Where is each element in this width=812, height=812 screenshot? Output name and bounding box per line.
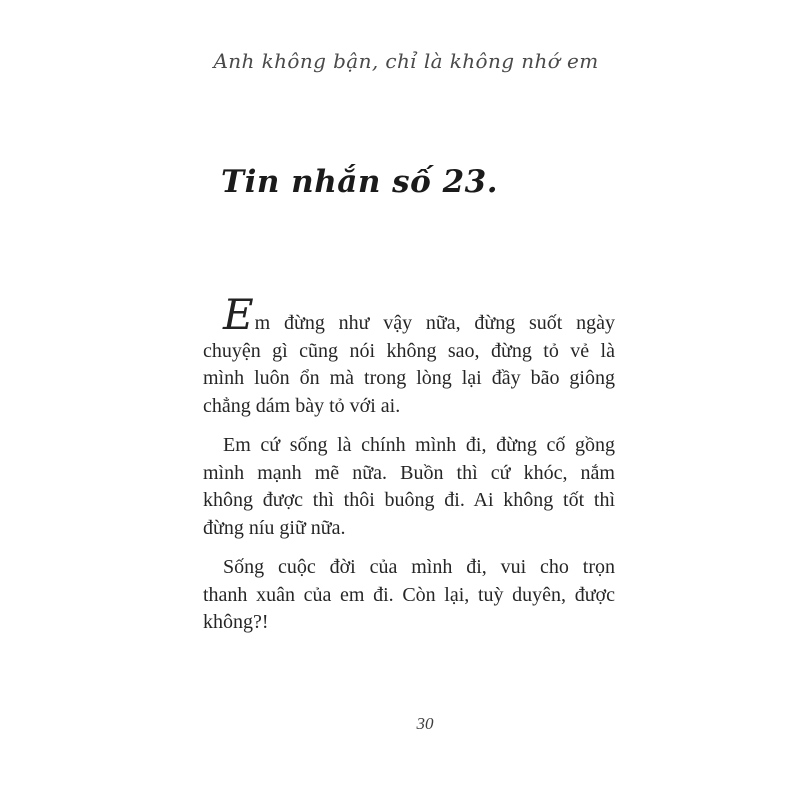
chapter-title: Tin nhắn số 23.: [221, 164, 499, 200]
running-head: Anh không bận, chỉ là không nhớ em: [213, 49, 599, 73]
paragraph-1-line-4: chẳng dám bày tỏ với ai.: [203, 394, 401, 417]
drop-cap: E: [223, 290, 255, 339]
paragraph-2: [203, 432, 615, 542]
paragraph-2-line-2: mình mạnh mẽ nữa. Buồn thì cứ khóc, nắm: [203, 461, 615, 484]
paragraph-3-line-3: không?!: [203, 611, 269, 633]
paragraph-1-line-3: mình luôn ổn mà trong lòng lại đầy bão giông: [203, 367, 615, 389]
paragraph-3-line-2: thanh xuân của em đi. Còn lại, tuỳ duyên, được: [203, 583, 615, 606]
paragraph-1-line-1-text: m đừng như vậy nữa, đừng suốt ngày: [254, 312, 615, 334]
paragraph-3: [203, 554, 615, 637]
paragraph-3-line-1: Sống cuộc đời của mình đi, vui cho trọn: [223, 556, 615, 578]
paragraph-2-line-4: đừng níu giữ nữa.: [203, 516, 346, 539]
paragraph-1: [203, 290, 615, 420]
page-number: 30: [416, 714, 434, 733]
paragraph-2-line-1: Em cứ sống là chính mình đi, đừng cố gồng: [223, 434, 615, 456]
body-text: [203, 290, 615, 637]
paragraph-2-line-3: không được thì thôi buông đi. Ai không tốt thì: [203, 489, 615, 511]
paragraph-1-line-1: [203, 290, 615, 339]
paragraph-1-line-2: chuyện gì cũng nói không sao, đừng tỏ vẻ là: [203, 339, 615, 362]
